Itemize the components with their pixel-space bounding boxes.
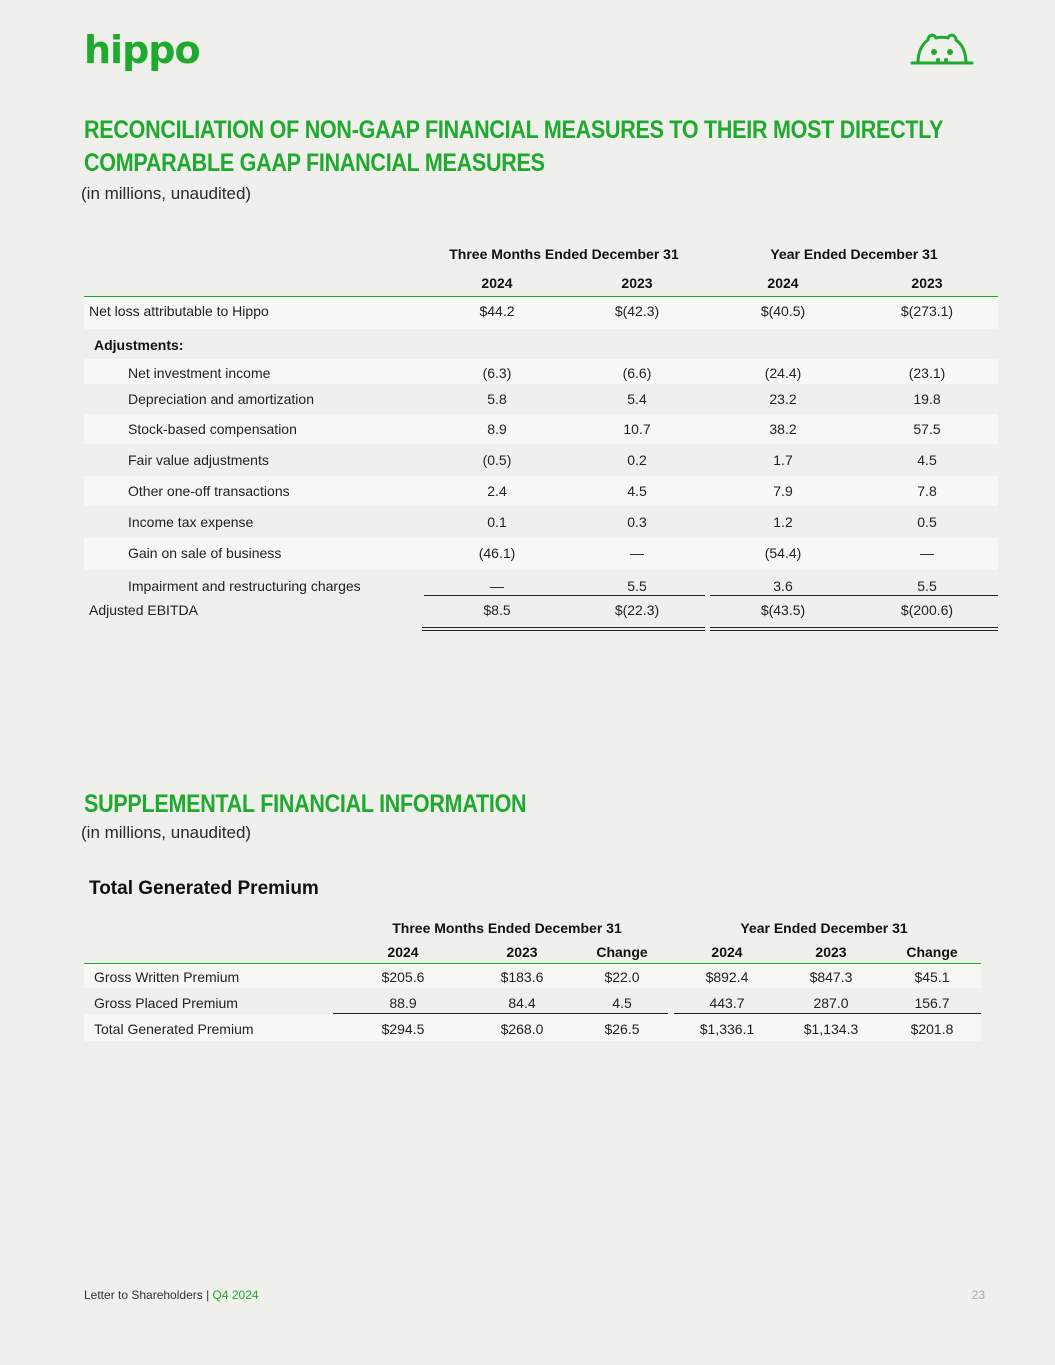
t1-row-label: Impairment and restructuring charges bbox=[128, 578, 361, 594]
t1-col-header: 2024 bbox=[481, 275, 513, 291]
t1-cell: 1.2 bbox=[773, 514, 793, 530]
t1-cell: — bbox=[920, 545, 934, 561]
premium-table-title: Total Generated Premium bbox=[89, 878, 319, 899]
t1-cell: 0.5 bbox=[917, 514, 937, 530]
t1-cell: 4.5 bbox=[627, 483, 647, 499]
t2-cell: $22.0 bbox=[604, 969, 640, 985]
t1-cell: 19.8 bbox=[913, 391, 941, 407]
t1-row-label: Net loss attributable to Hippo bbox=[89, 303, 269, 319]
t1-row-label: Net investment income bbox=[128, 365, 271, 381]
t1-cell: 57.5 bbox=[913, 421, 941, 437]
t1-cell: (54.4) bbox=[764, 545, 802, 561]
t2-total-cell: $1,134.3 bbox=[803, 1021, 859, 1037]
t2-col-header: 2023 bbox=[506, 944, 538, 960]
t2-group-header-quarter: Three Months Ended December 31 bbox=[392, 920, 622, 936]
t1-total-label: Adjusted EBITDA bbox=[89, 602, 198, 618]
t1-cell: — bbox=[630, 545, 644, 561]
t2-col-header: 2024 bbox=[387, 944, 419, 960]
t2-cell: $205.6 bbox=[381, 969, 425, 985]
t1-cell: $(40.5) bbox=[760, 303, 806, 319]
t1-cell: 7.8 bbox=[917, 483, 937, 499]
t2-cell: 156.7 bbox=[914, 995, 950, 1011]
t1-total-cell: $(200.6) bbox=[900, 602, 954, 618]
t2-col-header: 2023 bbox=[815, 944, 847, 960]
footer-text: Letter to Shareholders | bbox=[84, 1288, 213, 1302]
t1-cell: (0.5) bbox=[482, 452, 512, 468]
t1-cell: 1.7 bbox=[773, 452, 793, 468]
t1-row-label: Fair value adjustments bbox=[128, 452, 269, 468]
t1-cell: 2.4 bbox=[487, 483, 507, 499]
t2-cell: 84.4 bbox=[508, 995, 536, 1011]
t1-group-header-quarter: Three Months Ended December 31 bbox=[449, 246, 679, 262]
t2-col-header: 2024 bbox=[711, 944, 743, 960]
t1-total-double-rule bbox=[422, 627, 705, 628]
t1-row-label: Stock-based compensation bbox=[128, 421, 297, 437]
t1-cell: 5.5 bbox=[917, 578, 937, 594]
t2-col-header: Change bbox=[906, 944, 958, 960]
t1-cell: — bbox=[490, 578, 504, 594]
section1-title-line1: RECONCILIATION OF NON-GAAP FINANCIAL MEASURES TO THEIR MOST DIRECTLY bbox=[84, 116, 944, 144]
t1-cell: 7.9 bbox=[773, 483, 793, 499]
t2-col-header: Change bbox=[596, 944, 648, 960]
t1-cell: 0.1 bbox=[487, 514, 507, 530]
t2-cell: 443.7 bbox=[709, 995, 745, 1011]
t1-total-double-rule bbox=[710, 627, 998, 628]
t2-cell: 88.9 bbox=[389, 995, 417, 1011]
t1-group-header-year: Year Ended December 31 bbox=[770, 246, 938, 262]
t1-row-label: Income tax expense bbox=[128, 514, 254, 530]
t1-cell: 5.4 bbox=[627, 391, 647, 407]
t2-row-label: Gross Placed Premium bbox=[94, 995, 238, 1011]
t1-cell: 10.7 bbox=[623, 421, 651, 437]
t1-total-cell: $(43.5) bbox=[760, 602, 806, 618]
footer-quarter: Q4 2024 bbox=[212, 1288, 259, 1302]
hippo-logo: hippo bbox=[84, 28, 200, 72]
t2-cell: $45.1 bbox=[914, 969, 950, 985]
section1-subtitle: (in millions, unaudited) bbox=[81, 184, 252, 203]
t1-cell: 0.2 bbox=[627, 452, 647, 468]
t1-cell: $44.2 bbox=[479, 303, 515, 319]
t1-subtotal-rule bbox=[424, 595, 705, 596]
footer bbox=[84, 1288, 259, 1302]
t1-cell: 4.5 bbox=[917, 452, 937, 468]
t1-total-cell: $(22.3) bbox=[614, 602, 660, 618]
t1-cell: (6.3) bbox=[482, 365, 512, 381]
page-number: 23 bbox=[971, 1288, 985, 1302]
t1-row-label: Other one-off transactions bbox=[128, 483, 290, 499]
t1-total-double-rule bbox=[710, 630, 998, 631]
t1-cell: 5.8 bbox=[487, 391, 507, 407]
t1-cell: (23.1) bbox=[908, 365, 946, 381]
t2-total-label: Total Generated Premium bbox=[94, 1021, 254, 1037]
t2-group-header-year: Year Ended December 31 bbox=[740, 920, 908, 936]
t2-total-cell: $26.5 bbox=[604, 1021, 640, 1037]
t2-total-cell: $1,336.1 bbox=[699, 1021, 755, 1037]
t1-col-header: 2023 bbox=[621, 275, 653, 291]
t1-col-header: 2023 bbox=[911, 275, 943, 291]
t2-row-label: Gross Written Premium bbox=[94, 969, 240, 985]
t1-cell: 0.3 bbox=[627, 514, 647, 530]
section2-title: SUPPLEMENTAL FINANCIAL INFORMATION bbox=[84, 790, 527, 818]
hippo-head-icon bbox=[908, 30, 976, 66]
t1-cell: 8.9 bbox=[487, 421, 507, 437]
t1-cell: 5.5 bbox=[627, 578, 647, 594]
t2-total-cell: $268.0 bbox=[500, 1021, 544, 1037]
t1-cell: 38.2 bbox=[769, 421, 797, 437]
t1-subtotal-rule bbox=[710, 595, 998, 596]
t1-cell: 23.2 bbox=[769, 391, 797, 407]
section2-subtitle: (in millions, unaudited) bbox=[81, 823, 252, 842]
t2-cell: $847.3 bbox=[809, 969, 853, 985]
t2-cell: $183.6 bbox=[500, 969, 544, 985]
t1-cell: $(42.3) bbox=[614, 303, 660, 319]
t2-total-cell: $294.5 bbox=[381, 1021, 425, 1037]
t2-cell: $892.4 bbox=[705, 969, 749, 985]
t2-total-cell: $201.8 bbox=[910, 1021, 954, 1037]
t1-total-cell: $8.5 bbox=[483, 602, 511, 618]
t1-row-label: Gain on sale of business bbox=[128, 545, 282, 561]
t1-col-header: 2024 bbox=[767, 275, 799, 291]
t1-cell: (24.4) bbox=[764, 365, 802, 381]
t1-adjustments-label: Adjustments: bbox=[94, 337, 184, 353]
t1-cell: (46.1) bbox=[478, 545, 516, 561]
section1-title-line2: COMPARABLE GAAP FINANCIAL MEASURES bbox=[84, 149, 545, 177]
t2-cell: 287.0 bbox=[813, 995, 849, 1011]
t1-cell: (6.6) bbox=[622, 365, 652, 381]
t1-row-label: Depreciation and amortization bbox=[128, 391, 314, 407]
t1-total-double-rule bbox=[422, 630, 705, 631]
t1-cell: $(273.1) bbox=[900, 303, 954, 319]
t2-cell: 4.5 bbox=[612, 995, 632, 1011]
t1-cell: 3.6 bbox=[773, 578, 793, 594]
